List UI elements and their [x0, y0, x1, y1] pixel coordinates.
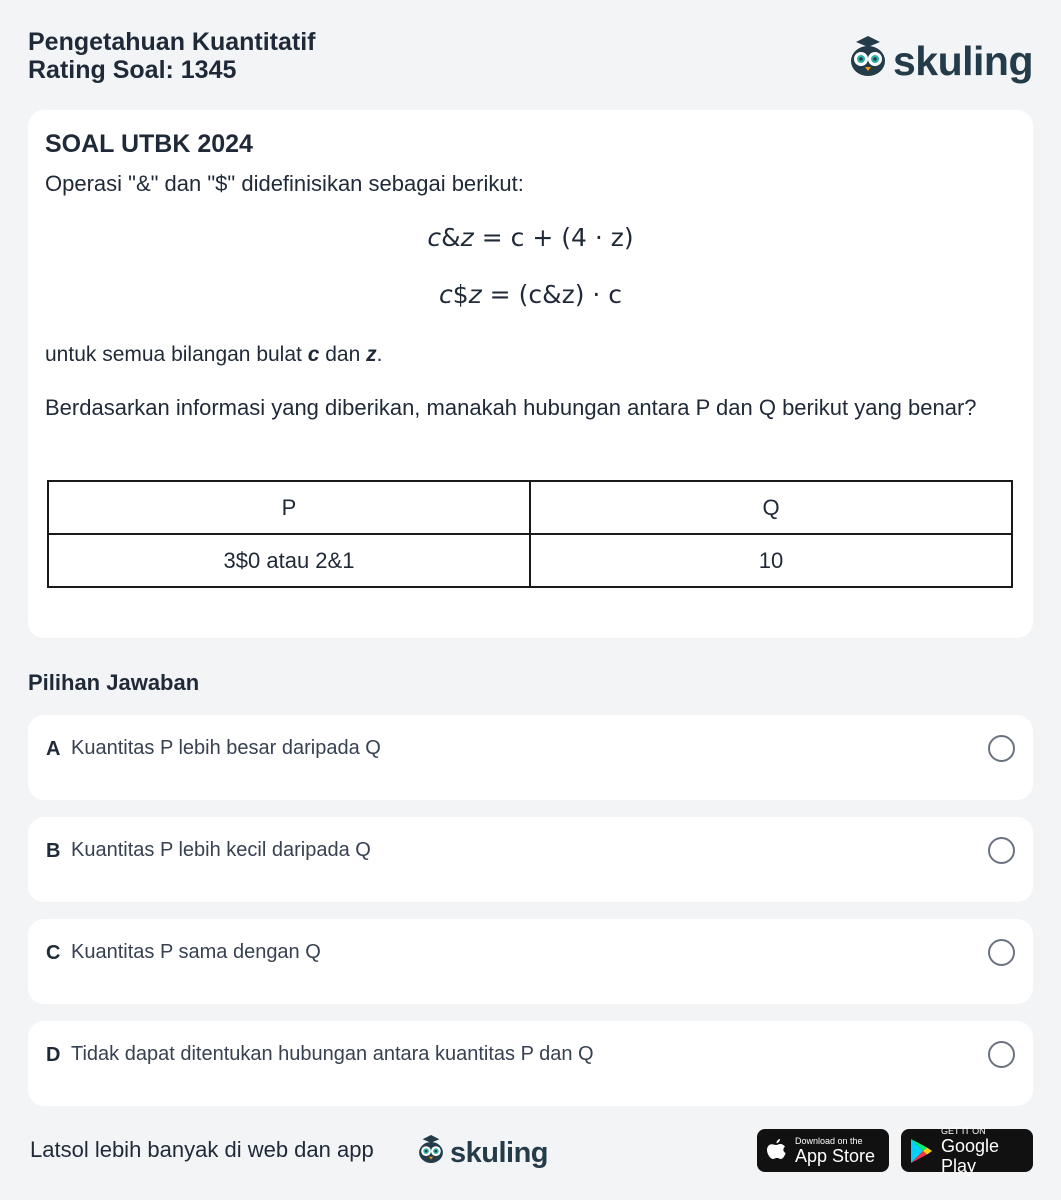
domain-pre: untuk semua bilangan bulat [45, 343, 308, 366]
table-header-q: Q [530, 481, 1012, 534]
question-card [28, 110, 1033, 638]
pq-table [47, 480, 1013, 588]
appstore-small-label: Download on the [795, 1135, 863, 1146]
formula1-op: & [441, 223, 461, 252]
formula-dollar [45, 280, 1016, 309]
table-header-row [48, 481, 1012, 534]
owl-logo-icon [417, 1133, 445, 1173]
question-domain [45, 343, 1016, 367]
owl-logo-icon [848, 34, 888, 88]
appstore-big-label: App Store [795, 1145, 876, 1166]
radio-button-c[interactable] [988, 939, 1015, 966]
formula1-rhs: = c + (4 · z) [473, 223, 634, 252]
option-text: Kuantitas P lebih besar daripada Q [71, 737, 381, 759]
table-cell-q: 10 [530, 534, 1012, 587]
answer-option-a[interactable] [28, 715, 1033, 800]
formula-ampersand [45, 223, 1016, 252]
footer-text: Latsol lebih banyak di web dan app [30, 1137, 374, 1162]
option-text: Kuantitas P lebih kecil daripada Q [71, 839, 371, 861]
formula1-var-z: z [460, 223, 474, 252]
footer-brand-logo[interactable] [417, 1133, 548, 1173]
table-cell-p: 3$0 atau 2&1 [48, 534, 530, 587]
radio-button-d[interactable] [988, 1041, 1015, 1068]
domain-mid: dan [319, 343, 367, 366]
apple-icon [765, 1138, 787, 1164]
subject-title: Pengetahuan Kuantitatif [28, 28, 316, 56]
option-letter: A [46, 738, 61, 760]
formula2-var-z: z [468, 280, 482, 309]
google-play-button[interactable] [901, 1125, 1033, 1176]
table-row [48, 534, 1012, 587]
question-prompt: Berdasarkan informasi yang diberikan, manakah hubungan antara P dan Q berikut yang benar? [45, 395, 977, 420]
formula2-rhs: = (c&z) · c [481, 280, 623, 309]
domain-var-c: c [307, 343, 320, 366]
formula2-var-c: c [438, 280, 453, 309]
radio-button-a[interactable] [988, 735, 1015, 762]
google-play-icon [909, 1138, 933, 1164]
option-letter: C [46, 942, 61, 964]
googleplay-small-label: GET IT ON [941, 1125, 986, 1136]
option-text: Kuantitas P sama dengan Q [71, 941, 321, 963]
brand-name: skuling [892, 37, 1033, 84]
option-letter: B [46, 840, 61, 862]
domain-var-z: z [366, 343, 377, 366]
answer-option-d[interactable] [28, 1021, 1033, 1106]
table-header-p: P [48, 481, 530, 534]
domain-post: . [376, 343, 383, 366]
question-rating: Rating Soal: 1345 [28, 56, 237, 84]
googleplay-big-label: Google Play [941, 1135, 1000, 1176]
formula1-var-c: c [427, 223, 442, 252]
radio-button-b[interactable] [988, 837, 1015, 864]
answers-title: Pilihan Jawaban [28, 670, 200, 695]
formula2-op: $ [452, 280, 469, 309]
brand-logo [848, 34, 1033, 88]
answer-option-c[interactable] [28, 919, 1033, 1004]
app-store-button[interactable] [757, 1129, 889, 1172]
option-text: Tidak dapat ditentukan hubungan antara kuantitas P dan Q [71, 1043, 594, 1065]
answer-option-b[interactable] [28, 817, 1033, 902]
footer-brand-name: skuling [450, 1136, 549, 1169]
question-intro: Operasi "&" dan "$" didefinisikan sebagai berikut: [45, 171, 524, 196]
question-label: SOAL UTBK 2024 [45, 130, 253, 158]
option-letter: D [46, 1044, 61, 1066]
page-header [28, 28, 316, 84]
